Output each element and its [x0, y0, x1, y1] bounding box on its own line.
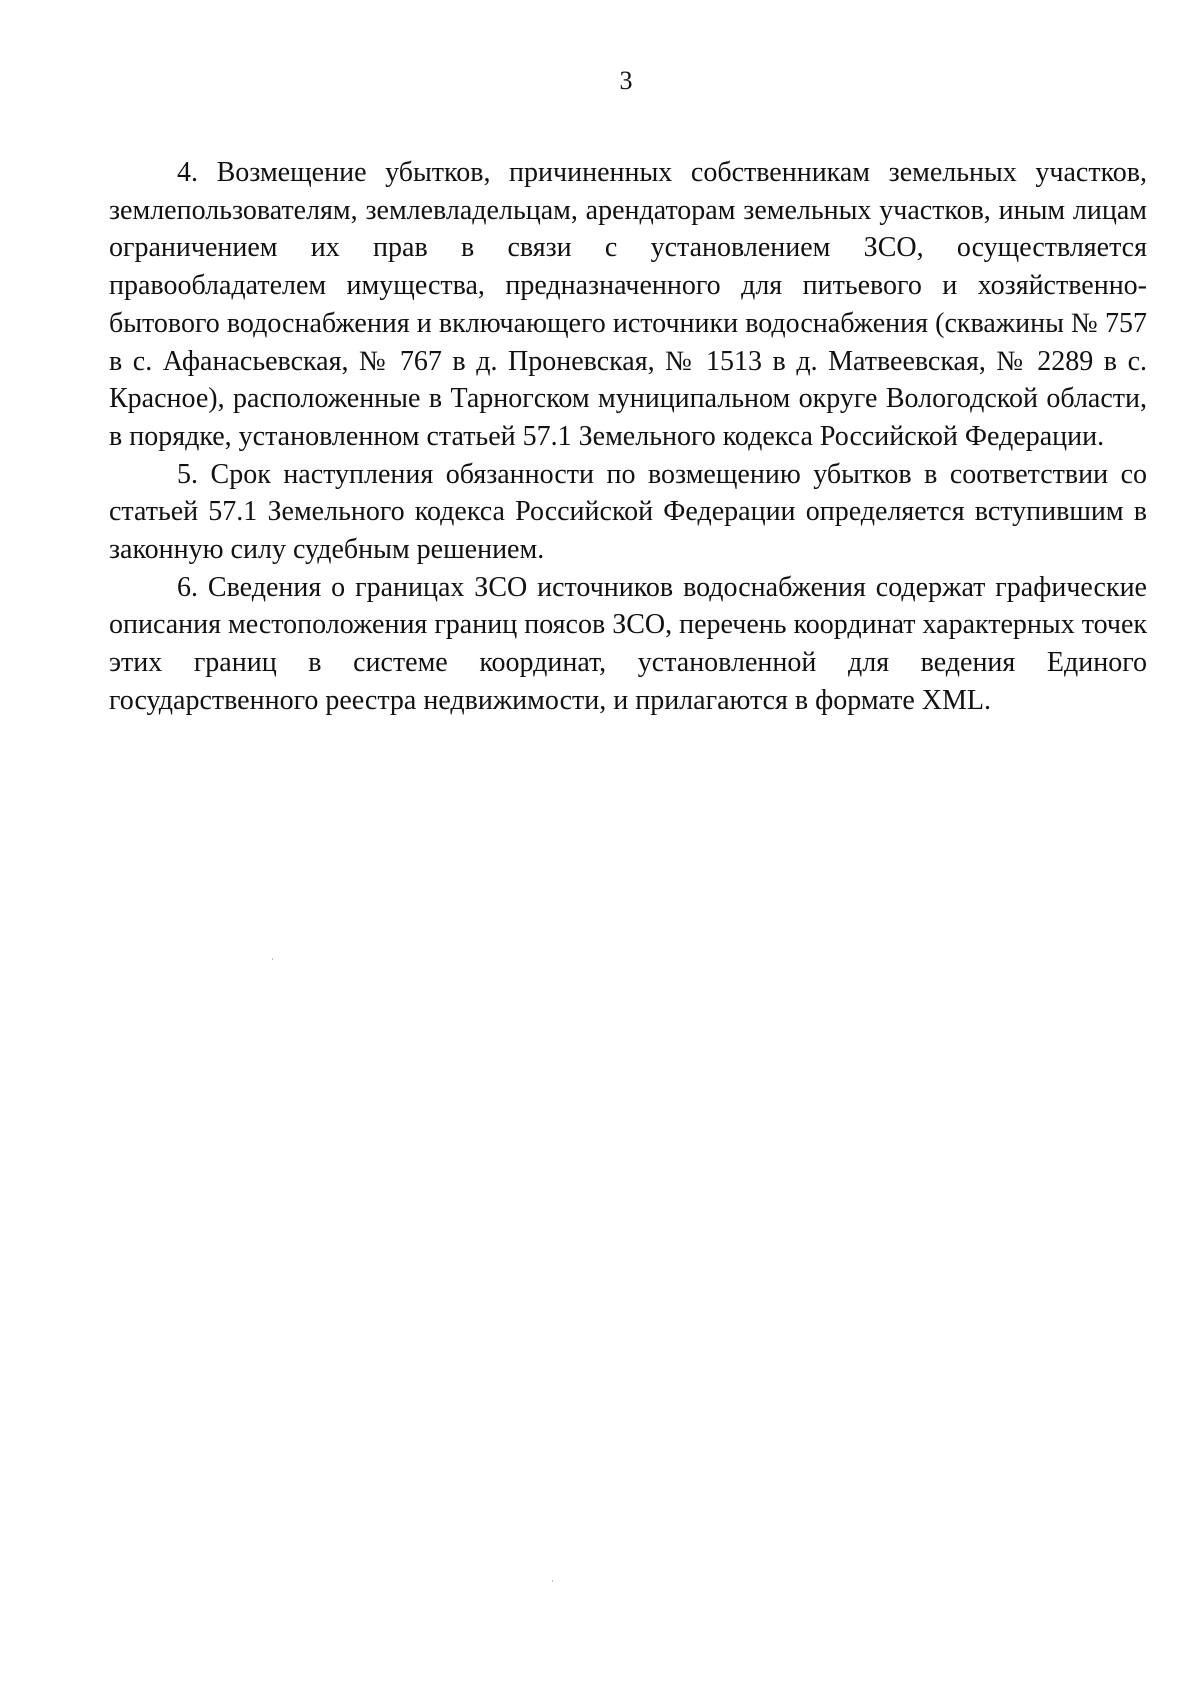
paragraph-5-term: 5. Срок наступления обязанности по возмещению убытков в соответствии со статьей 57.1 Земельного кодекса Российской Федерации определяется вступившим в законную силу судебным решением. — [109, 458, 1147, 566]
paragraph-6-boundaries: 6. Сведения о границах ЗСО источников водоснабжения содержат графические описания местоположения границ поясов ЗСО, перечень координат характерных точек этих границ в системе координат, установленной для ведения Единого государственного реестра недвижимости, и прилагаются в формате XML. — [109, 571, 1147, 716]
page-number: 3 — [619, 66, 633, 95]
paragraph-4-compensation: 4. Возмещение убытков, причиненных собственникам земельных участков, землепользователям, землевладельцам, арендаторам земельных участков, иным лицам ограничением их прав в связи с установлением ЗСО, осуществляется правообладателем имущества, предназначенного для питьевого и хозяйственно-бытового водоснабжения и включающего источники водоснабжения (скважины № 757 в с. Афанасьевская, № 767 в д. Проневская, № 1513 в д. Матвеевская, № 2289 в с. Красное), расположенные в Тарногском муниципальном округе Вологодской области, в порядке, установленном статьей 57.1 Земельного кодекса Российской Федерации. — [109, 157, 1147, 452]
scan-speck — [552, 1580, 553, 1582]
scan-speck — [272, 958, 273, 960]
document-body — [109, 154, 1147, 720]
